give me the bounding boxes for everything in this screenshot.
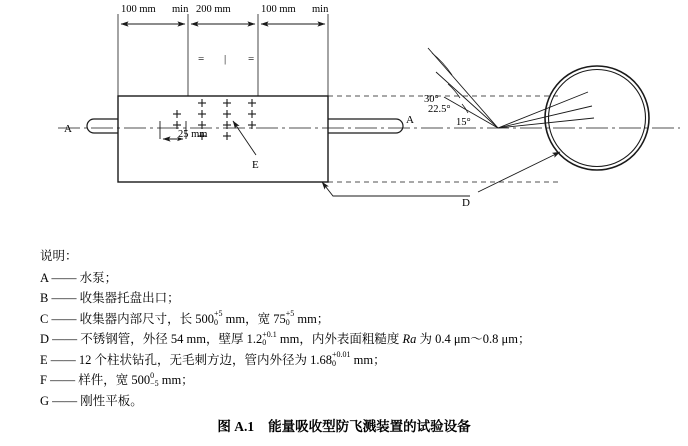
legend-text-d-part2: mm，内外表面粗糙度 Ra 为 0.4 μm～0.8 μm；: [276, 332, 531, 346]
figure-caption-text: 能量吸收型防飞溅装置的试验设备: [268, 419, 471, 434]
legend-dash-e: ——: [50, 352, 76, 367]
equal-mark-mid: |: [224, 53, 227, 65]
equal-mark-left: =: [198, 53, 205, 65]
legend-key-a: A: [40, 270, 49, 285]
legend-tolerance-e: +0.01 0: [332, 350, 351, 368]
legend: [40, 246, 650, 411]
legend-item-b: [40, 288, 650, 309]
dimension-center-span: 200 mm: [196, 4, 231, 15]
callout-a-right: A: [406, 114, 414, 126]
legend-text-e-part1: 12 个柱状钻孔，无毛刺方边，管内外径为 1.68: [78, 352, 333, 367]
legend-text-f-part2: mm；: [158, 373, 194, 387]
dimension-right-margin: 100 mm: [261, 4, 296, 15]
tube-cross-section: [545, 66, 649, 170]
equal-mark-right: =: [248, 53, 255, 65]
callout-d: D: [462, 197, 470, 209]
figure-caption: [0, 415, 688, 435]
legend-key-g: G: [40, 393, 50, 408]
leader-box-to-d: [322, 182, 470, 196]
legend-text-d-part1: 不锈钢管，外径 54 mm，壁厚 1.2: [80, 332, 263, 346]
leader-circle-to-d: [478, 152, 560, 192]
legend-key-b: B: [40, 291, 49, 305]
legend-item-d: [40, 329, 650, 350]
legend-item-c: [40, 309, 650, 330]
dimension-extension-lines: [118, 14, 328, 96]
legend-text-f-part1: 样件，宽 500: [78, 373, 151, 387]
dimension-left-margin-qualifier: min: [172, 4, 189, 15]
legend-item-g: [40, 391, 650, 412]
legend-text-a: 水泵；: [79, 270, 118, 285]
legend-text-c-part2: mm，宽 75: [222, 311, 286, 326]
right-pipe: [328, 119, 403, 133]
angle-middle-label: 22.5°: [428, 104, 451, 115]
angle-outer-label: 30°: [424, 94, 439, 105]
legend-tolerance-c2: +5 0: [285, 309, 295, 327]
legend-item-a: [40, 268, 650, 289]
legend-key-d: D: [40, 332, 50, 346]
dimension-left-margin: 100 mm: [121, 4, 156, 15]
legend-item-f: [40, 370, 650, 391]
legend-key-c: C: [40, 311, 49, 326]
legend-item-e: [40, 350, 650, 371]
legend-tolerance-f: 0 −5: [150, 370, 159, 388]
left-pipe: [87, 119, 118, 133]
legend-text-c-part1: 收集器内部尺寸，长 500: [79, 311, 214, 326]
legend-text-e-part2: mm；: [350, 352, 386, 367]
legend-key-e: E: [40, 352, 48, 367]
collector-box: [118, 96, 328, 182]
legend-title: 说明：: [40, 249, 78, 263]
dimension-hole-spacing: 25 mm: [178, 129, 208, 140]
callout-a-left: A: [64, 123, 72, 135]
legend-tolerance-c1: +5 0: [213, 309, 223, 327]
legend-key-f: F: [40, 373, 47, 387]
legend-dash-f: ——: [50, 373, 76, 387]
angle-inner-label: 15°: [456, 117, 471, 128]
legend-text-g: 刚性平板。: [80, 393, 143, 408]
legend-dash-g: ——: [52, 393, 78, 408]
legend-dash-a: ——: [51, 270, 77, 285]
legend-dash-b: ——: [51, 291, 77, 305]
legend-dash-c: ——: [51, 311, 77, 326]
legend-text-b: 收集器托盘出口；: [79, 291, 180, 305]
angle-fan: [428, 48, 594, 128]
legend-dash-d: ——: [52, 332, 78, 346]
figure-caption-number: 图 A.1: [217, 419, 255, 434]
legend-text-c-part3: mm；: [294, 311, 330, 326]
callout-e: E: [252, 159, 259, 171]
dimension-right-margin-qualifier: min: [312, 4, 329, 15]
legend-tolerance-d: +0.1 0: [262, 329, 277, 347]
